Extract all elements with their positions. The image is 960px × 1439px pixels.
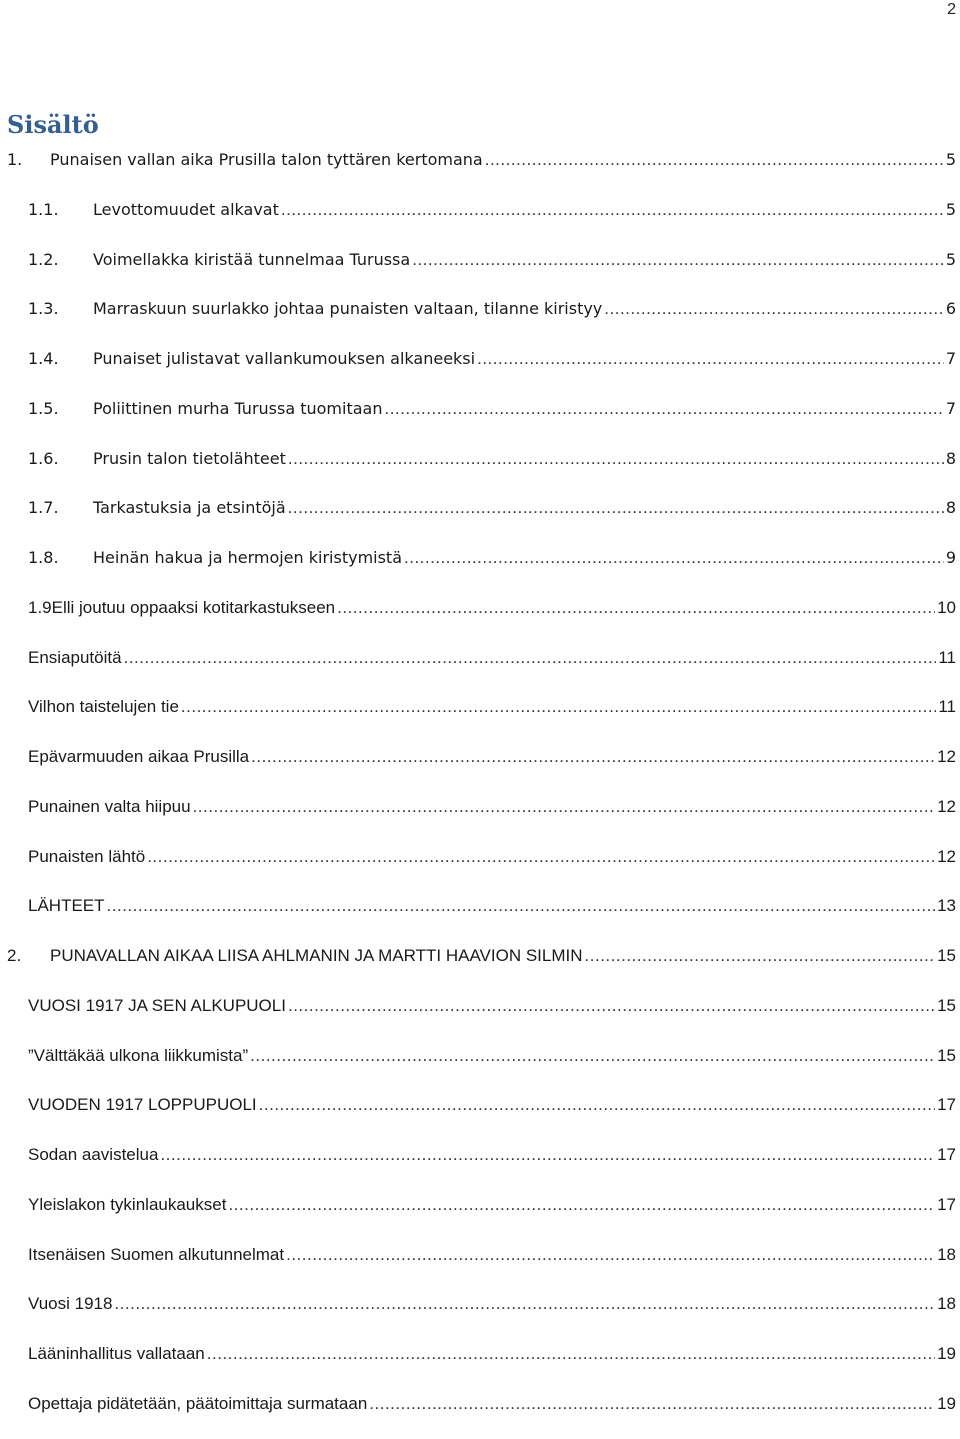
toc-entry-number: 1.3. — [28, 299, 59, 319]
toc-entry-number: 1.1. — [28, 199, 59, 219]
toc-entry-number: 1.4. — [28, 349, 59, 368]
toc-entry-link[interactable] — [28, 1341, 956, 1367]
dot-leader — [259, 1092, 935, 1118]
toc-entry-title: Punaiset julistavat vallankumouksen alkaneeksi — [93, 349, 476, 368]
toc-entry-link[interactable] — [28, 446, 956, 472]
toc-entry-title: Punaisen vallan aika Prusilla talon tyttären kertomana — [50, 150, 483, 169]
toc-entry-link[interactable] — [28, 396, 956, 422]
toc-entry-link[interactable] — [28, 1043, 956, 1069]
toc-entry-page-number: 17 — [937, 1095, 956, 1115]
toc-entry-link[interactable] — [28, 595, 956, 621]
toc-entry-link[interactable] — [7, 147, 956, 173]
toc-entry-link[interactable] — [28, 844, 956, 870]
dot-leader — [288, 495, 944, 521]
toc-entry-title: Levottomuudet alkavat — [93, 199, 279, 219]
toc-entry-title: Punainen valta hiipuu — [28, 796, 191, 816]
toc-entry-link[interactable] — [28, 893, 956, 919]
toc-entry-page-number: 17 — [937, 1194, 956, 1214]
dot-leader — [412, 247, 944, 273]
toc-entry — [0, 891, 960, 941]
dot-leader — [124, 645, 937, 671]
dot-leader — [477, 346, 944, 372]
toc-entry-title: Epävarmuuden aikaa Prusilla — [28, 747, 250, 766]
dot-leader — [286, 1242, 935, 1268]
toc-entry-link[interactable] — [28, 296, 956, 322]
toc-entry-page-number: 11 — [938, 647, 956, 667]
dot-leader — [207, 1341, 935, 1367]
toc-entry — [0, 792, 960, 842]
toc-entry-title: PUNAVALLAN AIKAA LIISA AHLMANIN JA MARTTI HAAVION SILMIN — [50, 946, 583, 965]
dot-leader — [485, 147, 944, 173]
toc-entry-title: Opettaja pidätetään, päätoimittaja surmataan — [28, 1393, 368, 1413]
toc-entry-link[interactable] — [28, 346, 956, 372]
toc-entry-page-number: 5 — [945, 199, 956, 219]
dot-leader — [251, 744, 935, 770]
toc-entry-title: VUOSI 1917 JA SEN ALKUPUOLI — [28, 995, 286, 1015]
toc-entry-title: Sodan aavistelua — [28, 1145, 159, 1164]
toc-entry — [0, 195, 960, 245]
toc-entry — [0, 941, 960, 991]
dot-leader — [107, 893, 936, 919]
toc-entry-link[interactable] — [28, 495, 956, 521]
toc-entry — [0, 543, 960, 593]
toc-entry-page-number: 12 — [937, 846, 956, 866]
toc-entry-title: Vilhon taistelujen tie — [28, 697, 179, 717]
toc-entry — [0, 1240, 960, 1290]
toc-entry-title: Voimellakka kiristää tunnelmaa Turussa — [93, 249, 411, 269]
dot-leader — [288, 446, 944, 472]
dot-leader — [337, 595, 935, 621]
toc-entry-page-number: 5 — [945, 150, 956, 169]
toc-entry-page-number: 18 — [937, 1294, 956, 1314]
toc-entry — [0, 245, 960, 295]
toc-entry-number: 1.8. — [28, 548, 59, 567]
toc-entry-number: 1.6. — [28, 448, 59, 468]
toc-entry-link[interactable] — [28, 1291, 956, 1317]
toc-entry-page-number: 8 — [945, 498, 956, 518]
toc-entry-page-number: 7 — [945, 349, 956, 368]
dot-leader — [250, 1043, 935, 1069]
toc-entry-title: 1.9Elli joutuu oppaaksi kotitarkastukseen — [28, 597, 336, 617]
toc-entry-title: VUODEN 1917 LOPPUPUOLI — [28, 1095, 257, 1115]
toc-entry — [0, 1190, 960, 1240]
toc-entry-page-number: 5 — [945, 249, 956, 269]
toc-entry-page-number: 12 — [937, 796, 956, 816]
dot-leader — [193, 794, 936, 820]
dot-leader — [384, 396, 943, 422]
toc-list — [0, 145, 960, 1439]
dot-leader — [114, 1291, 935, 1317]
toc-entry-link[interactable] — [28, 1142, 956, 1168]
toc-entry-page-number: 19 — [937, 1344, 956, 1363]
toc-entry-number: 1.2. — [28, 249, 59, 269]
toc-entry-page-number: 7 — [945, 398, 956, 418]
toc-entry-link[interactable] — [28, 1192, 956, 1218]
toc-entry — [0, 643, 960, 693]
toc-entry-page-number: 12 — [937, 747, 956, 766]
toc-entry-title: ”Välttäkää ulkona liikkumista” — [28, 1045, 249, 1065]
toc-entry-title: Marraskuun suurlakko johtaa punaisten valtaan, tilanne kiristyy — [93, 299, 603, 319]
toc-entry-title: Punaisten lähtö — [28, 846, 146, 866]
toc-entry-link[interactable] — [28, 645, 956, 671]
toc-entry — [0, 344, 960, 394]
dot-leader — [404, 545, 944, 571]
toc-entry — [0, 692, 960, 742]
toc-entry-link[interactable] — [28, 993, 956, 1019]
toc-entry-page-number: 9 — [945, 548, 956, 567]
toc-entry-number: 1.5. — [28, 398, 59, 418]
toc-entry-page-number: 10 — [937, 597, 956, 617]
dot-leader — [604, 296, 944, 322]
toc-entry-link[interactable] — [28, 197, 956, 223]
toc-entry-page-number: 6 — [945, 299, 956, 319]
dot-leader — [228, 1192, 935, 1218]
toc-entry — [0, 842, 960, 892]
toc-entry-title: Heinän hakua ja hermojen kiristymistä — [93, 548, 403, 567]
dot-leader — [147, 844, 935, 870]
page-number: 2 — [947, 1, 956, 18]
toc-entry — [0, 742, 960, 792]
toc-entry-link[interactable] — [28, 794, 956, 820]
toc-entry-title: LÄHTEET — [28, 896, 105, 916]
dot-leader — [585, 943, 936, 969]
toc-entry-number: 1.7. — [28, 498, 59, 518]
toc-entry-link[interactable] — [28, 694, 956, 720]
toc-entry — [0, 1339, 960, 1389]
toc-entry-title: Lääninhallitus vallataan — [28, 1344, 205, 1363]
toc-entry — [0, 294, 960, 344]
toc-entry-page-number: 13 — [937, 896, 956, 916]
toc-entry-page-number: 15 — [937, 946, 956, 965]
toc-entry-title: Ensiaputöitä — [28, 647, 122, 667]
toc-entry — [0, 394, 960, 444]
toc-entry-title: Itsenäisen Suomen alkutunnelmat — [28, 1244, 285, 1264]
toc-entry-title: Yleislakon tykinlaukaukset — [28, 1194, 227, 1214]
toc-entry-page-number: 19 — [937, 1393, 956, 1413]
toc-entry-page-number: 11 — [938, 697, 956, 717]
toc-entry — [0, 1289, 960, 1339]
toc-entry-page-number: 18 — [937, 1244, 956, 1264]
toc-entry-page-number: 8 — [945, 448, 956, 468]
toc-heading: Sisältö — [7, 110, 99, 139]
toc-entry — [0, 1041, 960, 1091]
toc-entry-title: Tarkastuksia ja etsintöjä — [93, 498, 286, 518]
toc-entry — [0, 145, 960, 195]
toc-entry-title: Poliittinen murha Turussa tuomitaan — [93, 398, 383, 418]
toc-entry — [0, 1090, 960, 1140]
toc-entry-title: Vuosi 1918 — [28, 1294, 113, 1314]
toc-entry-link[interactable] — [28, 1391, 956, 1417]
toc-entry-page-number: 17 — [937, 1145, 956, 1164]
toc-entry-page-number: 15 — [937, 995, 956, 1015]
toc-entry-page-number: 15 — [937, 1045, 956, 1065]
toc-entry — [0, 593, 960, 643]
toc-entry — [0, 1140, 960, 1190]
dot-leader — [369, 1391, 935, 1417]
toc-entry — [0, 493, 960, 543]
toc-entry-link[interactable] — [28, 1242, 956, 1268]
toc-entry-link[interactable] — [28, 247, 956, 273]
toc-entry-link[interactable] — [7, 943, 956, 969]
toc-entry-link[interactable] — [28, 545, 956, 571]
toc-entry — [0, 444, 960, 494]
dot-leader — [288, 993, 935, 1019]
toc-entry-number: 2. — [7, 946, 22, 965]
dot-leader — [181, 694, 936, 720]
dot-leader — [281, 197, 944, 223]
toc-entry-number: 1. — [7, 150, 23, 169]
toc-entry-link[interactable] — [28, 744, 956, 770]
toc-entry-link[interactable] — [28, 1092, 956, 1118]
toc-entry — [0, 991, 960, 1041]
dot-leader — [160, 1142, 935, 1168]
toc-entry-title: Prusin talon tietolähteet — [93, 448, 286, 468]
toc-entry — [0, 1389, 960, 1439]
